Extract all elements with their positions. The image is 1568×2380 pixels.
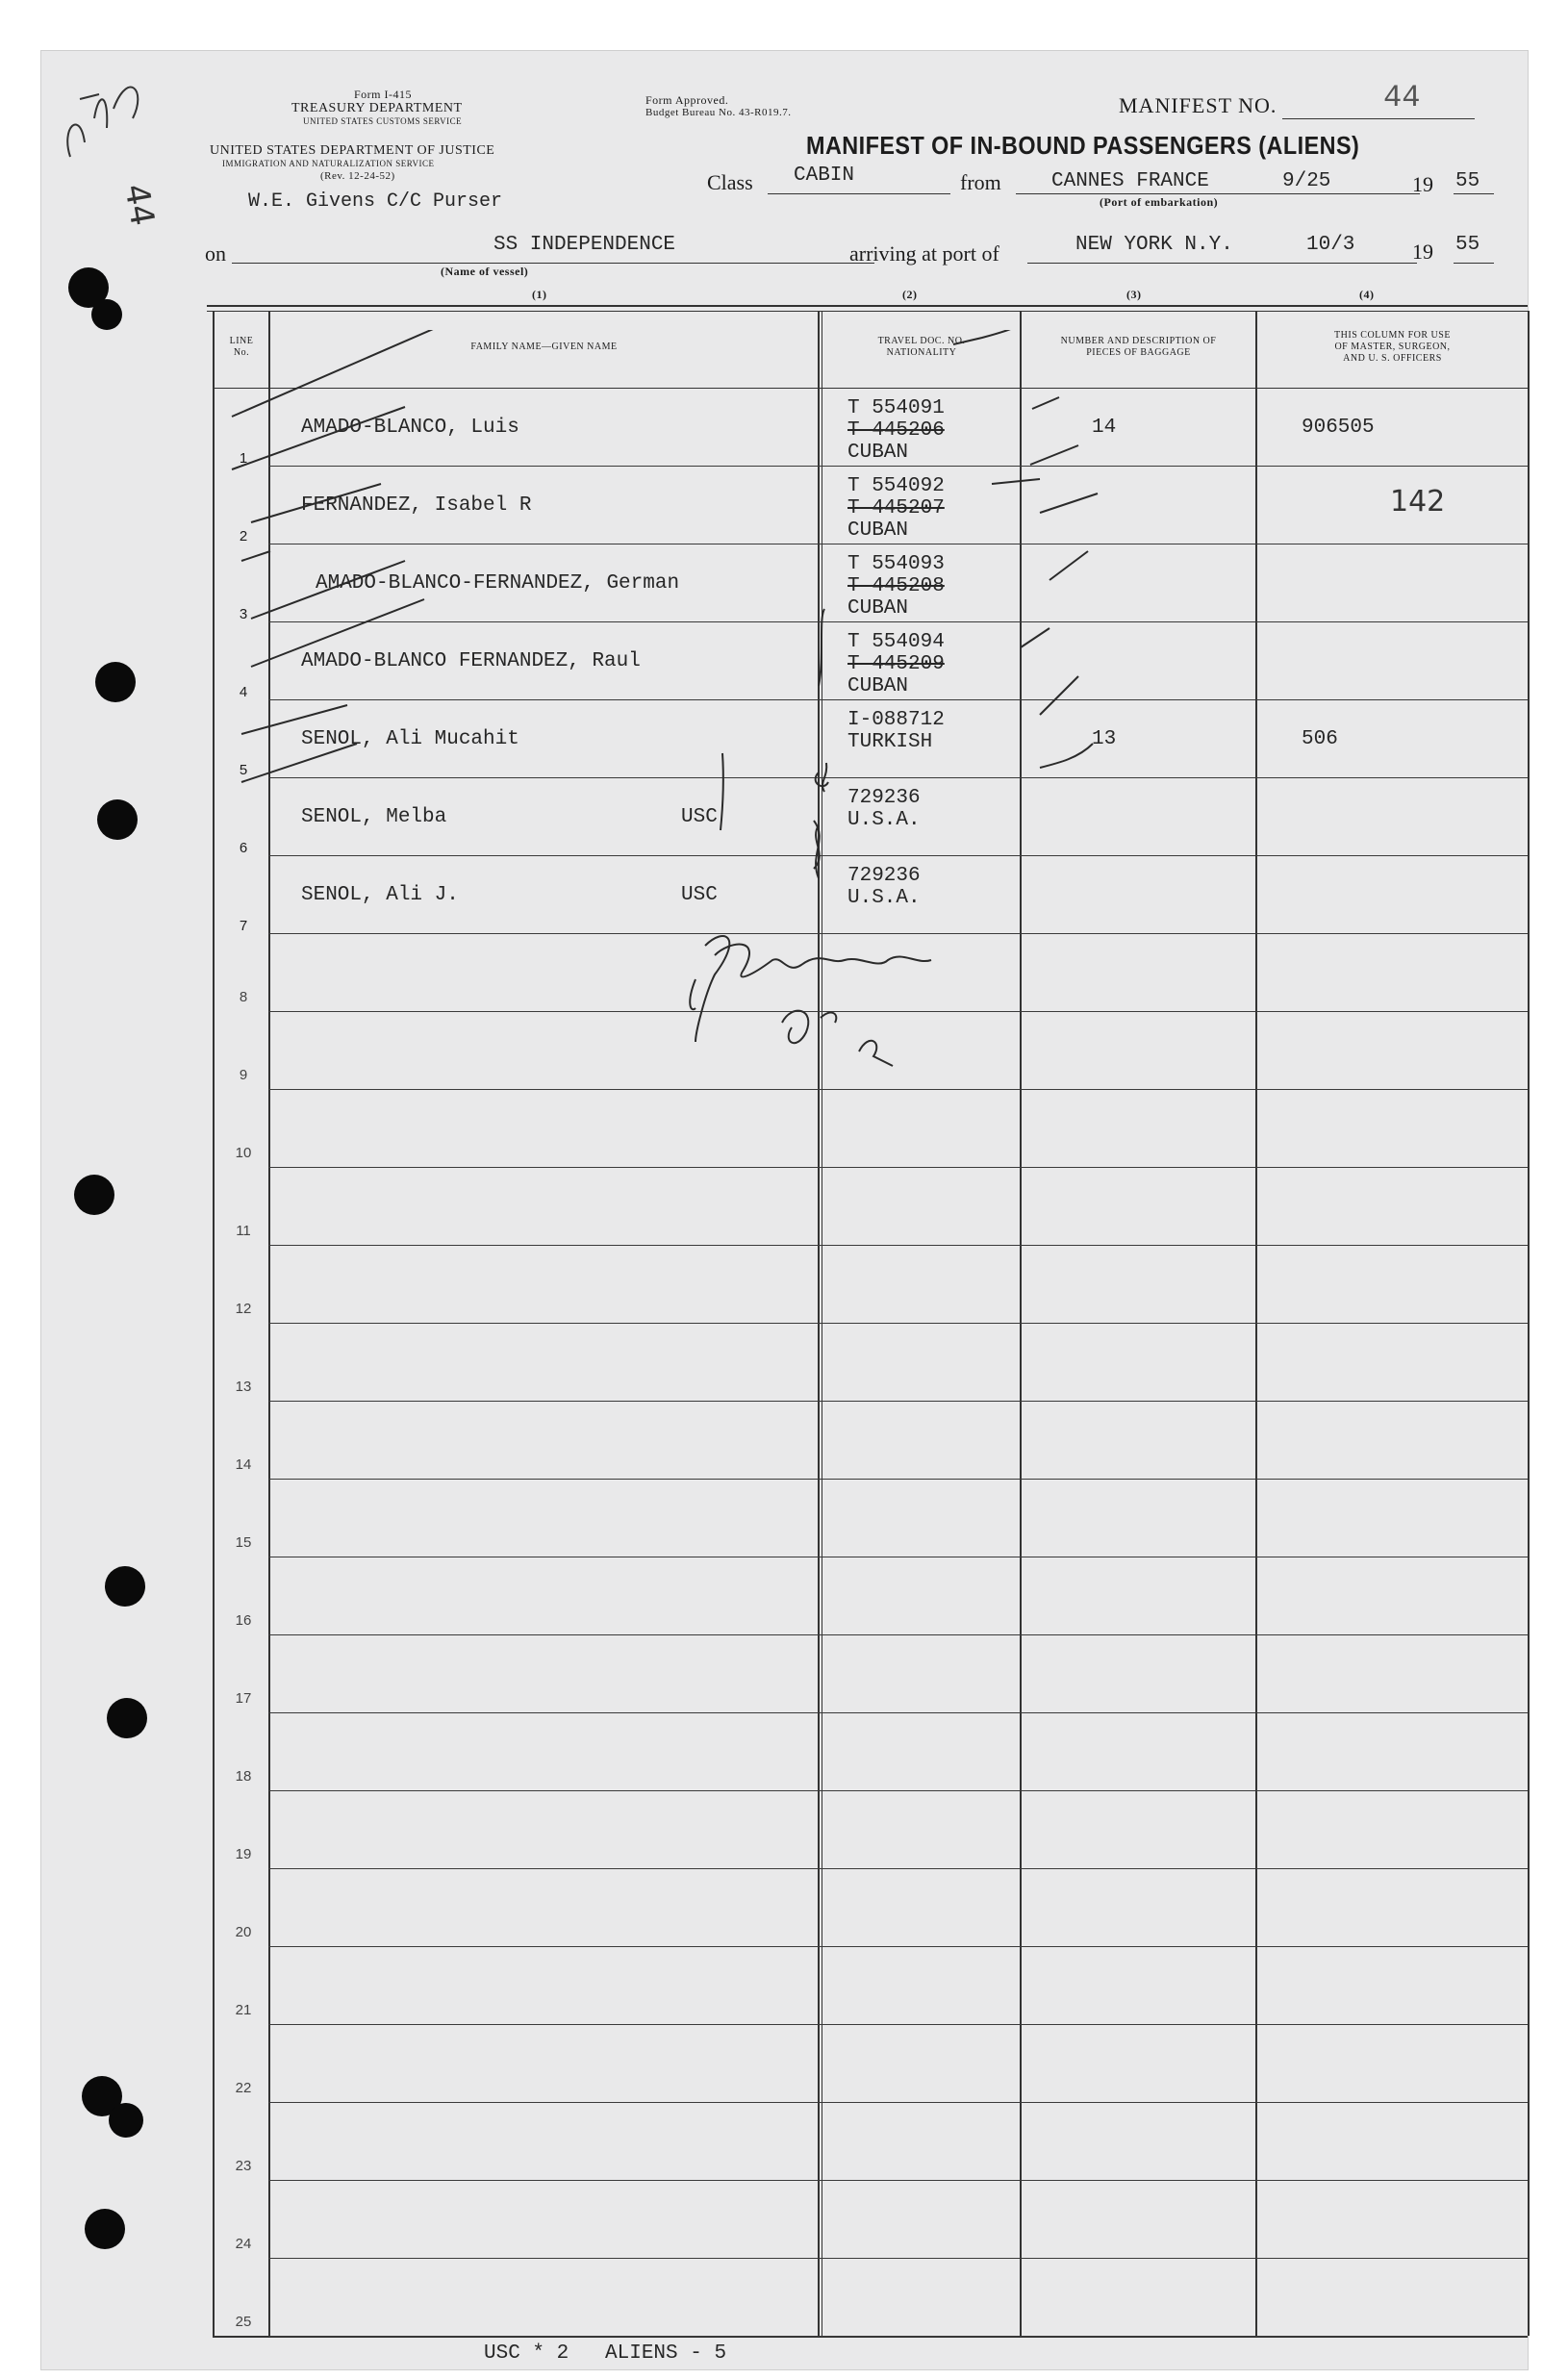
- row-divider: [268, 1634, 1528, 1635]
- manifest-title: MANIFEST OF IN-BOUND PASSENGERS (ALIENS): [806, 131, 1360, 160]
- footer-summary: USC * 2 ALIENS - 5: [484, 2342, 727, 2365]
- line-number: 25: [235, 2314, 252, 2330]
- arrival-date: 10/3: [1306, 234, 1355, 256]
- passenger-name: AMADO-BLANCO-FERNANDEZ, German: [316, 572, 680, 595]
- header-official: THIS COLUMN FOR USE OF MASTER, SURGEON, AND U. S. OFFICERS: [1334, 330, 1451, 364]
- arrival-port: NEW YORK N.Y.: [1075, 234, 1233, 256]
- line-number: 4: [239, 684, 248, 700]
- year-prefix: 19: [1412, 172, 1433, 196]
- nationality: CUBAN: [847, 442, 909, 464]
- col-num-4: (4): [1359, 288, 1375, 301]
- line-number: 12: [235, 1301, 252, 1317]
- baggage-count: 14: [1092, 417, 1117, 439]
- revision: (Rev. 12-24-52): [320, 170, 395, 182]
- nationality: U.S.A.: [847, 887, 921, 909]
- travel-doc-old: T 445208: [847, 575, 945, 597]
- line-number: 11: [236, 1223, 251, 1239]
- form-number: Form I-415: [354, 88, 412, 101]
- passenger-name: AMADO-BLANCO FERNANDEZ, Raul: [301, 650, 641, 672]
- row-divider: [268, 1712, 1528, 1713]
- ins-service: IMMIGRATION AND NATURALIZATION SERVICE: [222, 159, 435, 168]
- travel-doc-old: T 445207: [847, 497, 945, 519]
- table-top-border: [207, 305, 1528, 307]
- passenger-name: AMADO-BLANCO, Luis: [301, 417, 519, 439]
- travel-doc-old: T 445209: [847, 653, 945, 675]
- line-number: 1: [239, 450, 248, 467]
- travel-doc-no: T 554091: [847, 397, 945, 419]
- line-number: 9: [239, 1067, 248, 1083]
- official-note: 906505: [1302, 417, 1375, 439]
- vessel-name: SS INDEPENDENCE: [493, 234, 676, 256]
- line-number: 15: [235, 1534, 252, 1551]
- header-line-no: LINE No.: [229, 336, 254, 358]
- citizenship-mark: USC: [681, 884, 718, 906]
- treasury-dept: TREASURY DEPARTMENT: [291, 101, 463, 115]
- form-approved: Form Approved.: [645, 93, 729, 107]
- line-number: 6: [239, 840, 248, 856]
- budget-bureau: Budget Bureau No. 43-R019.7.: [645, 107, 792, 118]
- row-divider: [268, 1868, 1528, 1869]
- table-top-border-2: [207, 311, 1528, 312]
- row-divider: [268, 1401, 1528, 1402]
- row-divider: [268, 1245, 1528, 1246]
- passenger-name: SENOL, Melba: [301, 806, 447, 828]
- row-divider: [268, 2336, 1528, 2337]
- row-divider: [268, 2180, 1528, 2181]
- manifest-no-label: MANIFEST NO.: [1119, 93, 1277, 117]
- embarkation-date: 9/25: [1282, 170, 1331, 192]
- line-number: 5: [239, 762, 248, 778]
- arrival-year-prefix: 19: [1412, 240, 1433, 264]
- passenger-name: SENOL, Ali J.: [301, 884, 459, 906]
- punch-hole: [107, 1698, 147, 1738]
- line-number: 7: [239, 918, 248, 934]
- col-num-2: (2): [902, 288, 918, 301]
- row-divider: [268, 1323, 1528, 1324]
- arriving-label: arriving at port of: [849, 241, 999, 266]
- customs-service: UNITED STATES CUSTOMS SERVICE: [303, 116, 463, 126]
- line-number: 10: [235, 1145, 252, 1161]
- class-label: Class: [707, 170, 753, 194]
- header-name: FAMILY NAME—GIVEN NAME: [470, 342, 618, 352]
- port-of-embarkation: CANNES FRANCE: [1051, 170, 1209, 192]
- on-label: on: [205, 241, 226, 266]
- line-number: 18: [235, 1768, 252, 1785]
- punch-hole: [85, 2209, 125, 2249]
- line-number: 17: [235, 1690, 252, 1707]
- officer-signature: [638, 917, 984, 1119]
- line-number: 20: [235, 1924, 252, 1940]
- row-divider: [268, 1790, 1528, 1791]
- punch-hole: [95, 662, 136, 702]
- travel-doc-no: 729236: [847, 865, 921, 887]
- header-baggage: NUMBER AND DESCRIPTION OF PIECES OF BAGGAGE: [1060, 336, 1217, 358]
- travel-doc-no: 729236: [847, 787, 921, 809]
- row-divider: [268, 1946, 1528, 1947]
- official-note: 506: [1302, 728, 1338, 750]
- punch-hole: [91, 299, 122, 330]
- line-number: 8: [239, 989, 248, 1005]
- justice-dept: UNITED STATES DEPARTMENT OF JUSTICE: [210, 143, 495, 158]
- table-right-border: [1528, 311, 1530, 2336]
- line-number: 19: [235, 1846, 252, 1862]
- official-note: 142: [1390, 485, 1446, 519]
- punch-hole: [105, 1566, 145, 1607]
- embarkation-year: 55: [1455, 170, 1480, 192]
- baggage-count: 13: [1092, 728, 1117, 750]
- nationality: CUBAN: [847, 519, 909, 542]
- nationality: CUBAN: [847, 675, 909, 697]
- nationality: TURKISH: [847, 731, 933, 753]
- nationality: U.S.A.: [847, 809, 921, 831]
- passenger-name: SENOL, Ali Mucahit: [301, 728, 519, 750]
- class-value: CABIN: [794, 165, 855, 187]
- row-divider: [268, 2024, 1528, 2025]
- purser-name: W.E. Givens C/C Purser: [248, 190, 503, 213]
- col-num-1: (1): [532, 288, 547, 301]
- port-caption: (Port of embarkation): [1100, 195, 1219, 209]
- travel-doc-old: T 445206: [847, 419, 945, 442]
- from-label: from: [960, 170, 1001, 194]
- manifest-no: 44: [1383, 80, 1421, 115]
- travel-doc-no: T 554092: [847, 475, 945, 497]
- nationality: CUBAN: [847, 597, 909, 620]
- passenger-name: FERNANDEZ, Isabel R: [301, 494, 532, 517]
- citizenship-mark: USC: [681, 806, 718, 828]
- manifest-sheet: [40, 50, 1529, 2370]
- line-number: 13: [235, 1379, 252, 1395]
- header-travel-doc: TRAVEL DOC. NO. NATIONALITY: [877, 336, 966, 358]
- col-num-3: (3): [1126, 288, 1142, 301]
- punch-hole: [97, 799, 138, 840]
- line-number: 21: [235, 2002, 252, 2018]
- vessel-caption: (Name of vessel): [441, 265, 529, 278]
- line-number: 14: [235, 1456, 252, 1473]
- check-marks: [213, 330, 1271, 946]
- punch-hole: [109, 2103, 143, 2138]
- row-divider: [268, 1167, 1528, 1168]
- line-number: 2: [239, 528, 248, 544]
- line-number: 16: [235, 1612, 252, 1629]
- row-divider: [268, 1479, 1528, 1480]
- margin-note: 44: [116, 181, 163, 229]
- line-number: 24: [235, 2236, 252, 2252]
- row-divider: [268, 2258, 1528, 2259]
- travel-doc-no: I-088712: [847, 709, 945, 731]
- line-number: 3: [239, 606, 248, 622]
- travel-doc-no: T 554093: [847, 553, 945, 575]
- punch-hole: [74, 1175, 114, 1215]
- line-number: 23: [235, 2158, 252, 2174]
- travel-doc-no: T 554094: [847, 631, 945, 653]
- row-divider: [268, 2102, 1528, 2103]
- arrival-year: 55: [1455, 234, 1480, 256]
- line-number: 22: [235, 2080, 252, 2096]
